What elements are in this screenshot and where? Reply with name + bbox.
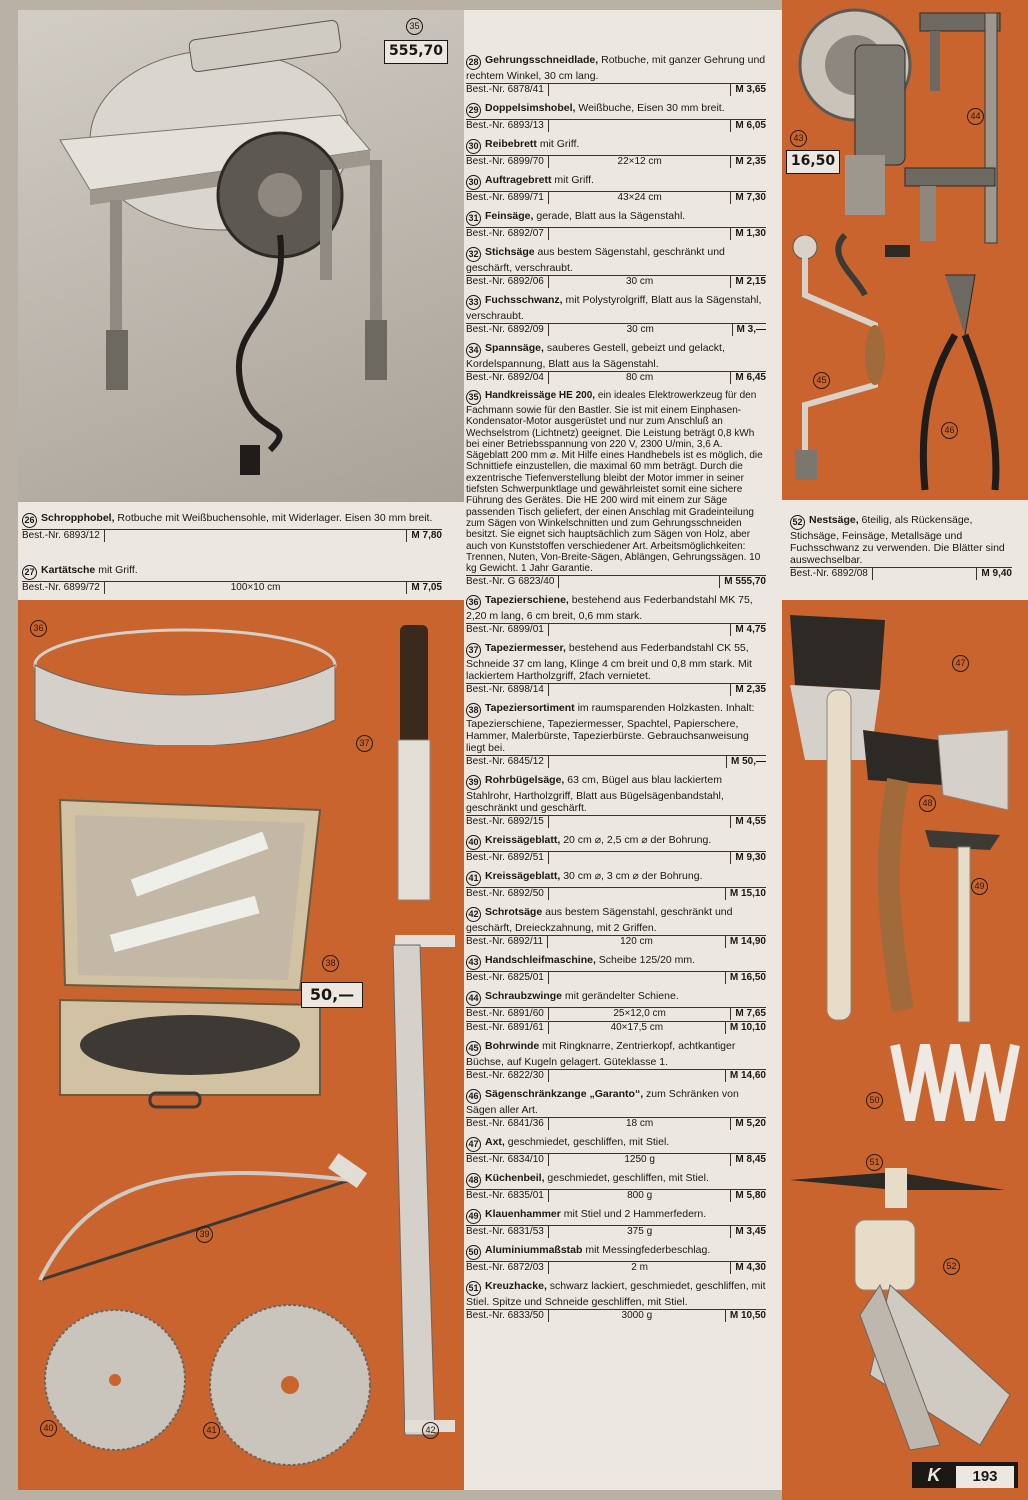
order-price: M 4,30 (735, 1262, 766, 1274)
catalog-entry-48 (466, 1172, 766, 1202)
order-number: Best.-Nr. 6899/71 (466, 192, 544, 203)
claw-hammer-illustration (920, 825, 1010, 1025)
catalog-logo-page-number (912, 1462, 1018, 1488)
entry-number: 39 (466, 775, 481, 790)
entry-number: 32 (466, 247, 481, 262)
product-description: mit Stiel und 2 Hammerfedern. (560, 1208, 707, 1221)
entry-number: 26 (22, 513, 37, 528)
entry-number: 49 (466, 1209, 481, 1224)
order-spec (558, 576, 720, 588)
callout-38: 38 (322, 955, 339, 972)
callout-39: 39 (196, 1226, 213, 1243)
entry-number: 51 (466, 1281, 481, 1296)
order-number: Best.-Nr. 6891/61 (466, 1022, 544, 1034)
product-name: Schraubzwinge (485, 990, 563, 1003)
catalog-entry-39 (466, 774, 766, 828)
order-number: Best.-Nr. 6892/07 (466, 228, 544, 239)
entry-number: 33 (466, 295, 481, 310)
product-description: Rotbuche, mit ganzer Gehrung und rechtem Winkel, 30 cm lang. (466, 54, 766, 82)
product-name: Tapeziermesser, (485, 642, 566, 655)
product-description: Rotbuche mit Weißbuchensohle, mit Widerlager. Eisen 30 mm breit. (114, 512, 433, 524)
order-price: M 1,30 (735, 228, 766, 239)
product-name: Kreissägeblatt, (485, 834, 561, 847)
order-number: Best.-Nr. 6899/72 (22, 582, 100, 593)
callout-45: 45 (813, 372, 830, 389)
product-description: mit Griff. (551, 174, 594, 186)
catalog-entry-41 (466, 870, 766, 900)
order-spec: 40×17,5 cm (548, 1022, 726, 1034)
order-row (466, 623, 766, 636)
order-number: Best.-Nr. 6892/09 (466, 324, 544, 335)
order-price: M 555,70 (724, 576, 766, 588)
order-spec (548, 684, 732, 696)
callout-44: 44 (967, 108, 984, 125)
order-number: Best.-Nr. 6892/08 (790, 568, 868, 579)
product-description: mit Griff. (536, 138, 580, 150)
catalog-entry-44 (466, 990, 766, 1034)
order-row (466, 971, 766, 984)
order-price: M 6,05 (735, 120, 766, 131)
product-name: Reibebrett (485, 138, 537, 150)
order-row (466, 935, 766, 948)
callout-47: 47 (952, 655, 969, 672)
order-spec: 43×24 cm (548, 192, 732, 204)
order-row (466, 155, 766, 168)
order-spec (548, 816, 732, 828)
callout-49: 49 (971, 878, 988, 895)
catalog-entry-37 (466, 642, 766, 696)
order-row (790, 567, 1012, 580)
product-description: 63 cm, Bügel aus blau lackiertem Stahlrohr, Hartholzgriff, Blatt aus Bügelsägenbandstahl, geschränkt und geschärft. (466, 774, 724, 815)
catalog-entry-47 (466, 1136, 766, 1166)
order-spec: 120 cm (547, 936, 726, 948)
entry-number: 45 (466, 1041, 481, 1056)
product-description: ein ideales Elektrowerkzeug für den Fachmann sowie für den Bastler. Sie ist mit einem Einphasen-Kondensator-Motor ausgerüstet und nur zum Anschluß an Wechselstrom (Lichtnetz) geeignet. Die Leistung beträgt 0,8 kWh bei einer Betriebsspannung von 220 V, 2300 U/min, 3,6 A. Sägeblatt 200 mm ⌀. Mit Hilfe eines Handhebels ist es möglich, die Schnittiefe einzustellen, die maximal 60 mm beträgt. Durch die exzentrische Tiefenverstellung bleibt der Motor immer in seiner tiefsten Schwerpunktlage und gewährleistet somit eine sichere Führung des Gerätes. Die HE 200 wird mit einem zur Säge passenden Tisch geliefert, der einen Anschlag mit Gradeinteilung zum Sägen von Winkelschnitten und zum Gehrungsschneiden besitzt. Sie eignet sich hauptsächlich zum Sägen von Holz, aber auch von Kunststoffen verschiedener Art. Arbeitsmöglichkeiten: Trennen, Nuten, Von-Breite-Sägen, Ablängen, Gehrungssägen. 10 kg Gewicht. 1 Jahr Garantie. (466, 390, 763, 575)
product-description: mit gerändelter Schiene. (562, 990, 679, 1003)
order-price: M 7,80 (411, 530, 442, 541)
order-row (466, 191, 766, 204)
order-number: Best.-Nr. 6891/60 (466, 1008, 544, 1020)
order-price: M 5,80 (735, 1190, 766, 1202)
catalog-entry-35 (466, 390, 766, 588)
order-price: M 14,60 (729, 1070, 766, 1082)
entry-number: 36 (466, 595, 481, 610)
catalog-entry-29 (466, 102, 766, 132)
order-price: M 2,15 (735, 276, 766, 287)
order-row (466, 1225, 766, 1238)
order-number: Best.-Nr. 6893/12 (22, 530, 100, 541)
catalog-entry-45 (466, 1040, 766, 1082)
order-number: Best.-Nr. 6845/12 (466, 756, 544, 768)
order-row (466, 227, 766, 240)
catalog-entry-43 (466, 954, 766, 984)
callout-51: 51 (866, 1154, 883, 1171)
product-description: zum Schränken von Sägen aller Art. (466, 1088, 739, 1117)
pliers-illustration (905, 265, 1015, 495)
product-description: mit Polystyrolgriff, Blatt aus la Sägenstahl, verschraubt. (466, 294, 762, 322)
order-row (466, 887, 766, 900)
order-price: M 3,45 (735, 1226, 766, 1238)
entry-number: 27 (22, 565, 37, 580)
order-number: Best.-Nr. 6822/30 (466, 1070, 544, 1082)
order-number: Best.-Nr. 6841/36 (466, 1118, 544, 1130)
folding-ruler-illustration (890, 1040, 1020, 1130)
product-description: geschmiedet, geschliffen, mit Stiel. (504, 1136, 670, 1149)
callout-43: 43 (790, 130, 807, 147)
order-row (466, 1007, 766, 1020)
entry-number: 35 (466, 390, 481, 405)
order-spec (548, 120, 732, 132)
order-spec: 375 g (548, 1226, 732, 1238)
order-price: M 3,— (736, 324, 766, 335)
order-row (466, 683, 766, 696)
order-number: Best.-Nr. 6834/10 (466, 1154, 544, 1166)
order-price: M 9,40 (981, 568, 1012, 579)
order-price: M 5,20 (735, 1118, 766, 1130)
entry-number: 29 (466, 103, 481, 118)
order-row (466, 1189, 766, 1202)
order-row (466, 371, 766, 384)
product-name: Kartätsche (41, 564, 96, 576)
order-number: Best.-Nr. 6892/15 (466, 816, 544, 828)
catalog-entry-30b (466, 174, 766, 204)
catalog-entry-32 (466, 246, 766, 288)
product-name: Stichsäge (485, 246, 535, 258)
catalog-entry-42 (466, 906, 766, 948)
wallpaper-kit-box-illustration (40, 795, 340, 1125)
order-spec (548, 972, 726, 984)
order-spec: 3000 g (548, 1310, 726, 1322)
product-description: Scheibe 125/20 mm. (595, 954, 696, 967)
order-row (22, 529, 442, 542)
order-number: Best.-Nr. 6831/53 (466, 1226, 544, 1238)
saw-blade-large-illustration (205, 1300, 375, 1470)
catalog-entry-40 (466, 834, 766, 864)
catalog-entry-34 (466, 342, 766, 384)
order-spec: 30 cm (548, 324, 733, 336)
order-price: M 4,75 (735, 624, 766, 636)
order-row (466, 1021, 766, 1034)
callout-46: 46 (941, 422, 958, 439)
product-name: Schropphobel, (41, 512, 115, 524)
entry-number: 38 (466, 703, 481, 718)
order-price: M 7,30 (735, 192, 766, 203)
product-description: sauberes Gestell, gebeizt und gelackt, Kordelspannung, Blatt aus la Sägenstahl. (466, 342, 725, 370)
callout-41: 41 (203, 1422, 220, 1439)
order-price: M 7,05 (411, 582, 442, 593)
order-number: Best.-Nr. 6899/01 (466, 624, 544, 636)
order-price: M 4,55 (735, 816, 766, 828)
product-description: mit Griff. (95, 564, 138, 576)
product-name: Spannsäge, (485, 342, 544, 354)
product-description: geschmiedet, geschliffen, mit Stiel. (544, 1172, 709, 1185)
order-price: M 50,— (730, 756, 766, 768)
product-description: bestehend aus Federbandstahl CK 55, Schneide 37 cm lang, Klinge 4 cm breit und 0,8 mm stark. Mit lackiertem Hartholzgriff, 2fach vernietet. (466, 642, 752, 683)
product-name: Klauenhammer (485, 1208, 561, 1221)
clamp-illustration (900, 8, 1020, 248)
product-name: Feinsäge, (485, 210, 534, 222)
wallpaper-rail-illustration (30, 625, 340, 745)
order-price: M 14,90 (729, 936, 766, 948)
order-price: M 10,50 (729, 1310, 766, 1322)
callout-37: 37 (356, 735, 373, 752)
catalog-entry-51 (466, 1280, 766, 1322)
order-number: Best.-Nr. 6892/06 (466, 276, 544, 287)
order-spec (872, 568, 978, 580)
callout-48: 48 (919, 795, 936, 812)
entry-number: 47 (466, 1137, 481, 1152)
order-row (466, 1153, 766, 1166)
order-price: M 2,35 (735, 684, 766, 696)
order-row (466, 1069, 766, 1082)
order-number: Best.-Nr. 6893/13 (466, 120, 544, 131)
order-row (466, 815, 766, 828)
product-description: aus bestem Sägenstahl, geschränkt und geschärft, Dreieckzahnung, mit 2 Griffen. (466, 906, 733, 935)
price-tag-43: 16,50 (786, 150, 840, 174)
callout-42: 42 (422, 1422, 439, 1439)
order-spec: 100×10 cm (104, 582, 408, 594)
product-name: Handschleifmaschine, (485, 954, 596, 967)
product-name: Tapeziersortiment (485, 702, 575, 715)
order-row (466, 851, 766, 864)
product-name: Aluminiummaßstab (485, 1244, 583, 1257)
entry-number: 46 (466, 1089, 481, 1104)
product-name: Kreissägeblatt, (485, 870, 561, 883)
order-number: Best.-Nr. 6899/70 (466, 156, 544, 167)
product-name: Sägenschränkzange „Garanto“, (485, 1088, 644, 1101)
product-name: Bohrwinde (485, 1040, 540, 1053)
entry-number: 42 (466, 907, 481, 922)
saw-blade-small-illustration (40, 1305, 190, 1455)
center-entries (466, 54, 766, 1328)
product-name: Auftragebrett (485, 174, 552, 186)
product-name: Doppelsimshobel, (485, 102, 576, 114)
order-spec (548, 84, 732, 96)
order-row (466, 119, 766, 132)
catalog-entry-31 (466, 210, 766, 240)
order-number: Best.-Nr. 6825/01 (466, 972, 544, 984)
catalog-entry-26 (22, 512, 442, 542)
product-description: mit Ringknarre, Zentrierkopf, achtkantiger Büchse, auf Kugeln gelagert. Güteklasse 1. (466, 1040, 736, 1069)
callout-40: 40 (40, 1420, 57, 1437)
catalog-entry-52 (790, 514, 1012, 580)
wallpaper-knife-illustration (390, 620, 440, 910)
product-description: gerade, Blatt aus la Sägenstahl. (533, 210, 686, 222)
order-number: Best.-Nr. 6872/03 (466, 1262, 544, 1274)
product-description: aus bestem Sägenstahl, geschränkt und geschärft, verschraubt. (466, 246, 725, 274)
nest-saw-illustration (830, 1215, 1020, 1455)
order-number: Best.-Nr. 6878/41 (466, 84, 544, 95)
product-description: mit Messingfederbeschlag. (582, 1244, 711, 1257)
order-spec (548, 852, 732, 864)
order-row (466, 275, 766, 288)
product-name: Schrotsäge (485, 906, 543, 919)
order-price: M 3,65 (735, 84, 766, 95)
order-row (466, 1309, 766, 1322)
order-number: Best.-Nr. 6892/11 (466, 936, 544, 948)
order-number: Best.-Nr. 6892/51 (466, 852, 544, 864)
product-description: 30 cm ⌀, 3 cm ⌀ der Bohrung. (560, 870, 703, 883)
order-number: Best.-Nr. G 6823/40 (466, 576, 555, 588)
pickaxe-illustration (785, 1160, 1020, 1220)
order-spec: 80 cm (548, 372, 732, 384)
callout-36: 36 (30, 620, 47, 637)
page-number: 193 (956, 1466, 1014, 1488)
order-spec: 800 g (548, 1190, 732, 1202)
catalog-entry-28 (466, 54, 766, 96)
product-name: Nestsäge, (809, 514, 859, 526)
entry-number: 50 (466, 1245, 481, 1260)
catalog-entry-46 (466, 1088, 766, 1130)
product-name: Rohrbügelsäge, (485, 774, 565, 787)
catalog-entry-36 (466, 594, 766, 636)
circular-saw-table-illustration (40, 20, 440, 490)
order-spec (548, 624, 732, 636)
product-description: schwarz lackiert, geschmiedet, geschliffen, mit Stiel. Spitze und Schneide geschliffen, mit Stiel. (466, 1280, 766, 1309)
order-price: M 15,10 (729, 888, 766, 900)
order-number: Best.-Nr. 6833/50 (466, 1310, 544, 1322)
catalog-entry-30 (466, 138, 766, 168)
order-price: M 7,65 (735, 1008, 766, 1020)
order-spec (104, 530, 408, 542)
order-spec: 1250 g (548, 1154, 732, 1166)
order-row (466, 1117, 766, 1130)
product-description: bestehend aus Federbandstahl MK 75, 2,20 m lang, 6 cm breit, 0,6 mm stark. (466, 594, 753, 623)
entry-number: 52 (790, 515, 805, 530)
entry-number: 44 (466, 991, 481, 1006)
order-spec: 2 m (548, 1262, 732, 1274)
product-name: Tapezierschiene, (485, 594, 569, 607)
entry-number: 41 (466, 871, 481, 886)
catalog-entry-38 (466, 702, 766, 768)
bow-saw-illustration (30, 1140, 370, 1300)
order-price: M 6,45 (735, 372, 766, 383)
product-name: Fuchsschwanz, (485, 294, 563, 306)
order-row (466, 575, 766, 588)
order-spec (548, 756, 727, 768)
catalog-entry-27 (22, 564, 442, 594)
order-spec (548, 1070, 726, 1082)
product-description: 20 cm ⌀, 2,5 cm ⌀ der Bohrung. (560, 834, 712, 847)
order-spec: 25×12,0 cm (548, 1008, 732, 1020)
product-name: Küchenbeil, (485, 1172, 545, 1185)
order-number: Best.-Nr. 6835/01 (466, 1190, 544, 1202)
catalog-entry-49 (466, 1208, 766, 1238)
product-description: im raumsparenden Holzkasten. Inhalt: Tapezierschiene, Tapeziermesser, Spachtel, Papierschere, Hammer, Malerbürste, Tapezierbürste. Gebrauchsanweisung liegt bei. (466, 702, 755, 755)
order-spec: 30 cm (548, 276, 732, 288)
order-spec: 18 cm (548, 1118, 732, 1130)
order-row (466, 83, 766, 96)
order-row (466, 1261, 766, 1274)
entry-number: 30 (466, 175, 481, 190)
order-price: M 8,45 (735, 1154, 766, 1166)
order-price: M 2,35 (735, 156, 766, 167)
product-name: Handkreissäge HE 200, (485, 390, 596, 401)
order-spec: 22×12 cm (548, 156, 732, 168)
entry-number: 37 (466, 643, 481, 658)
crosscut-saw-illustration (365, 925, 460, 1445)
catalog-entry-33 (466, 294, 766, 336)
price-tag-35: 555,70 (384, 40, 448, 64)
entry-number: 48 (466, 1173, 481, 1188)
order-row (22, 581, 442, 594)
entry-number: 31 (466, 211, 481, 226)
order-price: M 16,50 (729, 972, 766, 984)
entry-number: 34 (466, 343, 481, 358)
order-row (466, 755, 766, 768)
callout-50: 50 (866, 1092, 883, 1109)
product-name: Gehrungsschneidlade, (485, 54, 599, 66)
callout-35: 35 (406, 18, 423, 35)
brand-logo: K (927, 1465, 941, 1485)
entry-number: 40 (466, 835, 481, 850)
order-price: M 10,10 (729, 1022, 766, 1034)
product-name: Axt, (485, 1136, 505, 1149)
callout-52: 52 (943, 1258, 960, 1275)
entry-number: 43 (466, 955, 481, 970)
catalog-entry-50 (466, 1244, 766, 1274)
product-name: Kreuzhacke, (485, 1280, 547, 1293)
entry-number: 30 (466, 139, 481, 154)
product-description: 6teilig, als Rückensäge, Stichsäge, Feinsäge, Metallsäge und Fuchsschwanz zu verwenden. Die Blätter sind auswechselbar. (790, 514, 1005, 566)
order-number: Best.-Nr. 6892/50 (466, 888, 544, 900)
order-spec (548, 888, 726, 900)
price-tag-38: 50,— (301, 982, 363, 1008)
order-number: Best.-Nr. 6898/14 (466, 684, 544, 696)
order-row (466, 323, 766, 336)
order-spec (548, 228, 732, 240)
product-description: Weißbuche, Eisen 30 mm breit. (575, 102, 725, 114)
brace-drill-illustration (785, 235, 895, 495)
entry-number: 28 (466, 55, 481, 70)
order-number: Best.-Nr. 6892/04 (466, 372, 544, 383)
order-price: M 9,30 (735, 852, 766, 864)
